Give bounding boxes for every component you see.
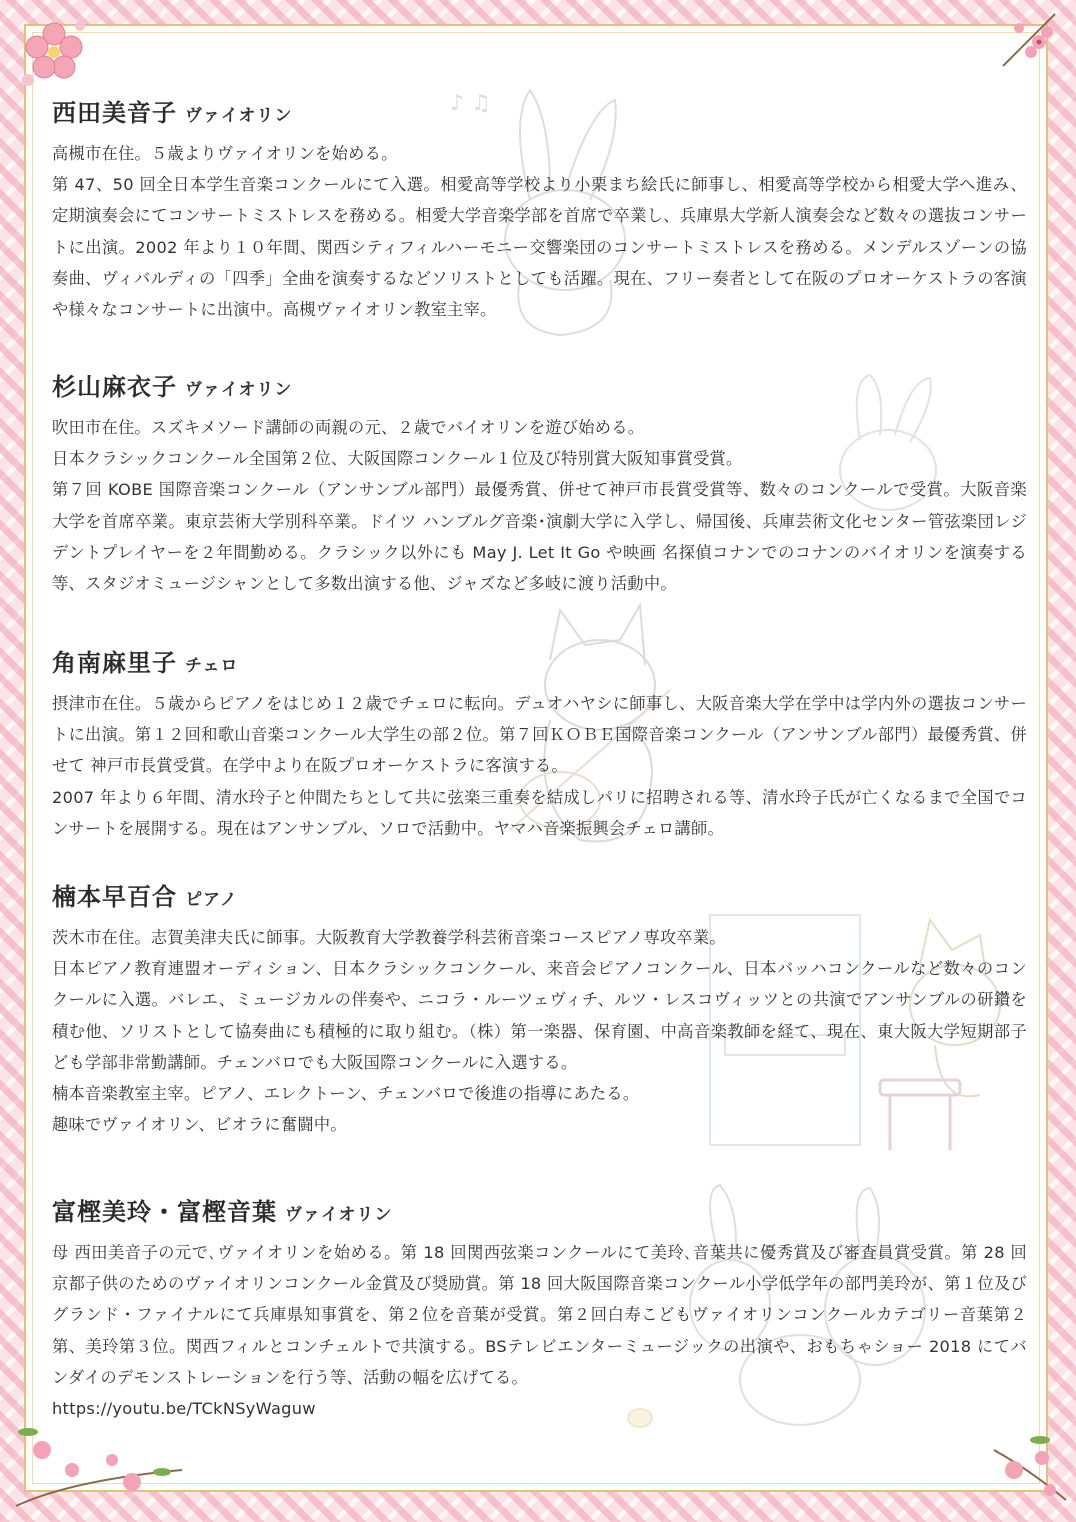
profile-paragraph: 高槻市在住。５歳よりヴァイオリンを始める。 xyxy=(52,144,398,163)
profile-body xyxy=(52,1237,1027,1424)
profile-paragraph: 日本クラシックコンクール全国第２位、大阪国際コンクール１位及び特別賞大阪知事賞受賞。 xyxy=(52,449,743,469)
profile-body xyxy=(52,688,1027,844)
profile-section-sunami xyxy=(52,643,1027,844)
profile-name-text: 西田美音子 xyxy=(52,99,177,127)
profile-name-text: 富樫美玲・富樫音葉 xyxy=(52,1198,277,1226)
profile-name-text: 楠本早百合 xyxy=(52,883,177,911)
profile-name-text: 角南麻里子 xyxy=(52,649,177,677)
profile-body xyxy=(52,412,1027,599)
profile-paragraph: 摂津市在住。５歳からピアノをはじめ１２歳でチェロに転向。デュオハヤシに師事し、大阪音楽大学在学中は学内外の選抜コンサートに出演。第１２回和歌山音楽コンクール大学生の部２位。第７回ＫＯＢＥ国際音楽コンクール（アンサンブル部門）最優秀賞、併せて 神戸市長賞受賞。在学中より在阪プロオーケストラに客演する。 xyxy=(52,694,1027,776)
profile-name xyxy=(52,93,1027,128)
profile-paragraph: 吹田市在住。スズキメソード講師の両親の元、２歳でバイオリンを遊び始める。 xyxy=(52,418,645,437)
profile-paragraph: 第７回 KOBE 国際音楽コンクール（アンサンブル部門）最優秀賞、併せて神戸市長賞受賞等、数々のコンクールで受賞。大阪音楽大学を首席卒業。東京芸術大学別科卒業。ドイツ ハンブルグ音楽･演劇大学に入学し、帰国後、兵庫芸術文化センター管弦楽団レジデントプレイヤーを２年間勤める。クラシック以外にも May J. Let It Go や映画 名探偵コナンでのコナンのバイオリンを演奏する等、スタジオミュージシャンとして多数出演する他、ジャズなど多岐に渡り活動中。 xyxy=(52,480,1027,594)
profile-role: ヴァイオリン xyxy=(185,380,293,400)
profile-role: チェロ xyxy=(185,656,239,676)
profile-paragraph: 趣味でヴァイオリン、ビオラに奮闘中。 xyxy=(52,1115,347,1135)
profile-name-text: 杉山麻衣子 xyxy=(52,373,177,401)
profile-section-nishida xyxy=(52,93,1027,325)
profile-role: ヴァイオリン xyxy=(285,1205,393,1225)
profile-name xyxy=(52,877,1027,912)
profile-section-sugiyama xyxy=(52,367,1027,599)
profile-paragraph: 第 47、50 回全日本学生音楽コンクールにて入選。相愛高等学校より小栗まち絵氏に師事し、相愛高等学校から相愛大学へ進み、定期演奏会にてコンサートミストレスを務める。相愛大学音楽学部を首席で卒業し、兵庫県大学新人演奏会など数々の選抜コンサートに出演。2002 年より１０年間、関西シティフィルハーモニー交響楽団のコンサートミストレスを務める。メンデルスゾーンの協奏曲、ヴィバルディの「四季」全曲を演奏するなどソリストとしても活躍。現在、フリー奏者として在阪のプロオーケストラの客演や様々なコンサートに出演中。高槻ヴァイオリン教室主宰。 xyxy=(52,175,1027,320)
profile-link-line xyxy=(52,1393,1027,1424)
profile-paragraph: 茨木市在住。志賀美津夫氏に師事。大阪教育大学教養学科芸術音楽コースピアノ専攻卒業。 xyxy=(52,928,726,947)
profile-role: ピアノ xyxy=(185,890,238,910)
profile-paragraph: 2007 年より６年間、清水玲子と仲間たちとして共に弦楽三重奏を結成しパリに招聘される等、清水玲子氏が亡くなるまで全国でコンサートを展開する。現在はアンサンブル、ソロで活動中。ヤマハ音楽振興会チェロ講師。 xyxy=(52,787,1027,838)
youtube-link[interactable]: https://youtu.be/TCkNSyWaguw xyxy=(52,1399,316,1419)
profile-name xyxy=(52,367,1027,402)
profile-body xyxy=(52,922,1027,1140)
profile-body xyxy=(52,138,1027,325)
profile-name xyxy=(52,643,1027,678)
profile-paragraph: 日本ピアノ教育連盟オーディション、日本クラシックコンクール、来音会ピアノコンクール、日本バッハコンクールなど数々のコンクールに入選。バレエ、ミュージカルの伴奏や、ニコラ・ルーツェヴィチ、ルツ・レスコヴィッツとの共演でアンサンブルの研鑽を積む他、ソリストとして協奏曲にも積極的に取り組む。（株）第一楽器、保育園、中高音楽教師を経て、現在、東大阪大学短期部子ども学部非常勤講師。チェンバロでも大阪国際コンクールに入選する。 xyxy=(52,959,1027,1072)
profile-role: ヴァイオリン xyxy=(185,106,293,126)
profile-paragraph: 楠本音楽教室主宰。ピアノ、エレクトーン、チェンバロで後進の指導にあたる。 xyxy=(52,1084,640,1104)
profile-name xyxy=(52,1192,1027,1227)
profile-paragraph: 母 西田美音子の元で､ヴァイオリンを始める。第 18 回関西弦楽コンクールにて美玲､音葉共に優秀賞及び審査員賞受賞。第 28 回京都子供のためのヴァイオリンコンクール金賞及び奨励賞。第 18 回大阪国際音楽コンクール小学低学年の部門美玲が、第１位及びグランド・ファイナルにて兵庫県知事賞を、第２位を音葉が受賞。第２回白寿こどもヴァイオリンコンクールカテゴリー音葉第２第、美玲第３位。関西フィルとコンチェルトで共演する。BSテレビエンターミュージックの出演や、おもちゃショー 2018 にてバンダイのデモンストレーションを行う等、活動の幅を広げてる。 xyxy=(52,1243,1027,1387)
svg-text:♪ ♫: ♪ ♫ xyxy=(450,91,491,116)
profile-section-kusumoto xyxy=(52,877,1027,1140)
profile-section-togashi xyxy=(52,1192,1027,1424)
